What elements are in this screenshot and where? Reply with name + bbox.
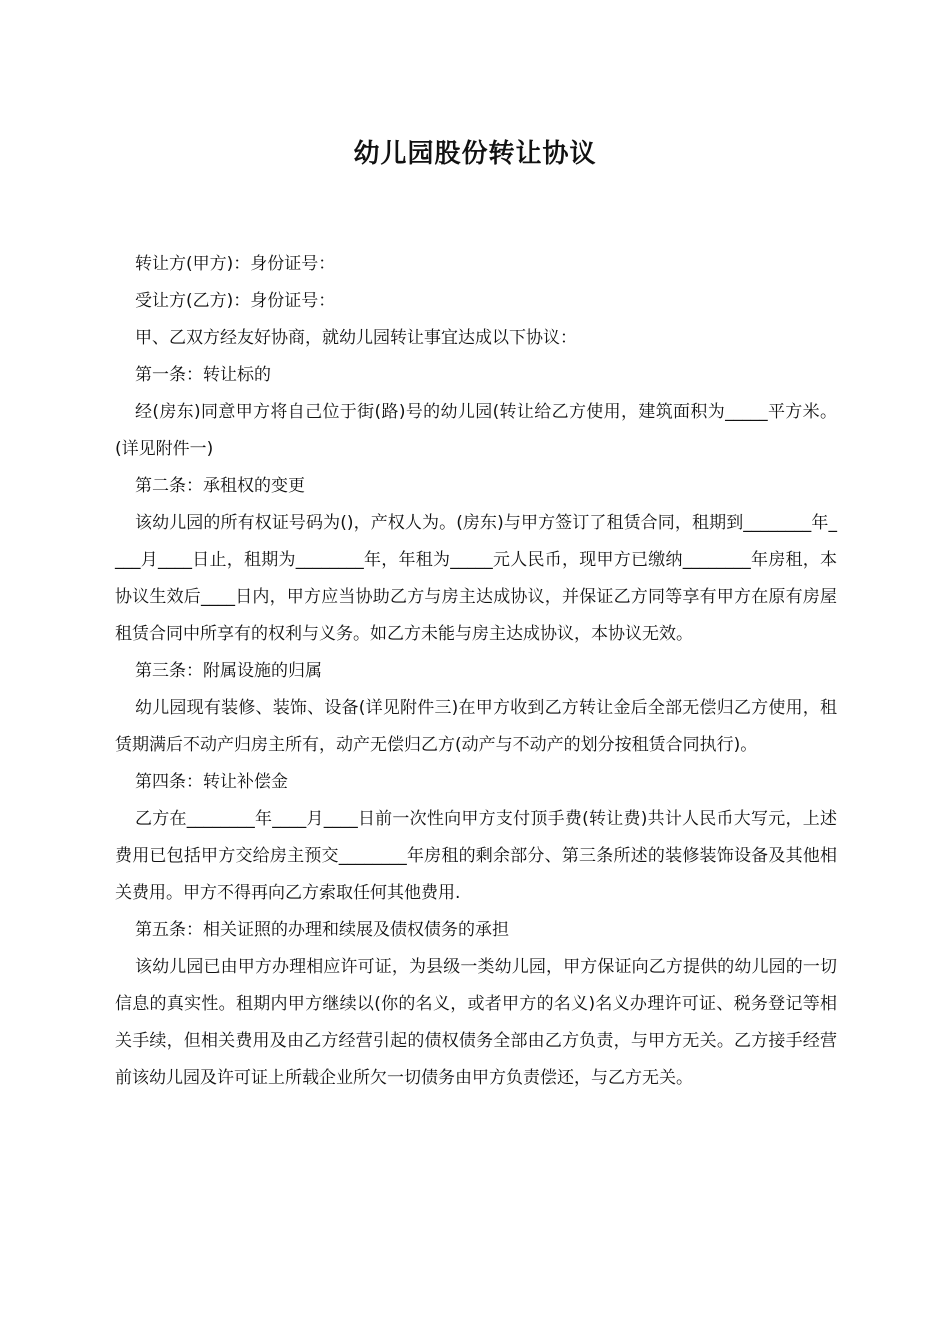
- article-2-body: 该幼儿园的所有权证号码为()，产权人为。(房东)与甲方签订了租赁合同，租期到________年____月____日止，租期为________年，年租为_____元人民币，现甲方已缴纳________年房租，本协议生效后____日内，甲方应当协助乙方与房主达成协议，并保证乙方同等享有甲方在原有房屋租赁合同中所享有的权利与义务。如乙方未能与房主达成协议，本协议无效。: [115, 513, 837, 644]
- party-a-line: 转让方(甲方)：身份证号：: [135, 254, 336, 274]
- article-5-heading: 第五条：相关证照的办理和续展及债权债务的承担: [135, 920, 509, 940]
- article-1-body: 经(房东)同意甲方将自己位于街(路)号的幼儿园(转让给乙方使用，建筑面积为_____平方米。(详见附件一): [115, 402, 837, 459]
- article-3-heading: 第三条：附属设施的归属: [135, 661, 322, 681]
- article-2-heading: 第二条：承租权的变更: [135, 476, 305, 496]
- document-body: [115, 246, 837, 1097]
- article-5-body: 该幼儿园已由甲方办理相应许可证，为县级一类幼儿园，甲方保证向乙方提供的幼儿园的一切信息的真实性。租期内甲方继续以(你的名义，或者甲方的名义)名义办理许可证、税务登记等相关手续，但相关费用及由乙方经营引起的债权债务全部由乙方负责，与甲方无关。乙方接手经营前该幼儿园及许可证上所载企业所欠一切债务由甲方负责偿还，与乙方无关。: [115, 957, 837, 1088]
- document-title: 幼儿园股份转让协议: [353, 139, 597, 169]
- article-4-body: 乙方在________年____月____日前一次性向甲方支付顶手费(转让费)共计人民币大写元，上述费用已包括甲方交给房主预交________年房租的剩余部分、第三条所述的装修装饰设备及其他相关费用。甲方不得再向乙方索取任何其他费用.: [115, 809, 837, 903]
- article-1-heading: 第一条：转让标的: [135, 365, 271, 385]
- agreement-intro: 甲、乙双方经友好协商，就幼儿园转让事宜达成以下协议：: [135, 328, 577, 348]
- article-3-body: 幼儿园现有装修、装饰、设备(详见附件三)在甲方收到乙方转让金后全部无偿归乙方使用，租赁期满后不动产归房主所有，动产无偿归乙方(动产与不动产的划分按租赁合同执行)。: [115, 698, 837, 755]
- party-b-line: 受让方(乙方)：身份证号：: [135, 291, 336, 311]
- article-4-heading: 第四条：转让补偿金: [135, 772, 288, 792]
